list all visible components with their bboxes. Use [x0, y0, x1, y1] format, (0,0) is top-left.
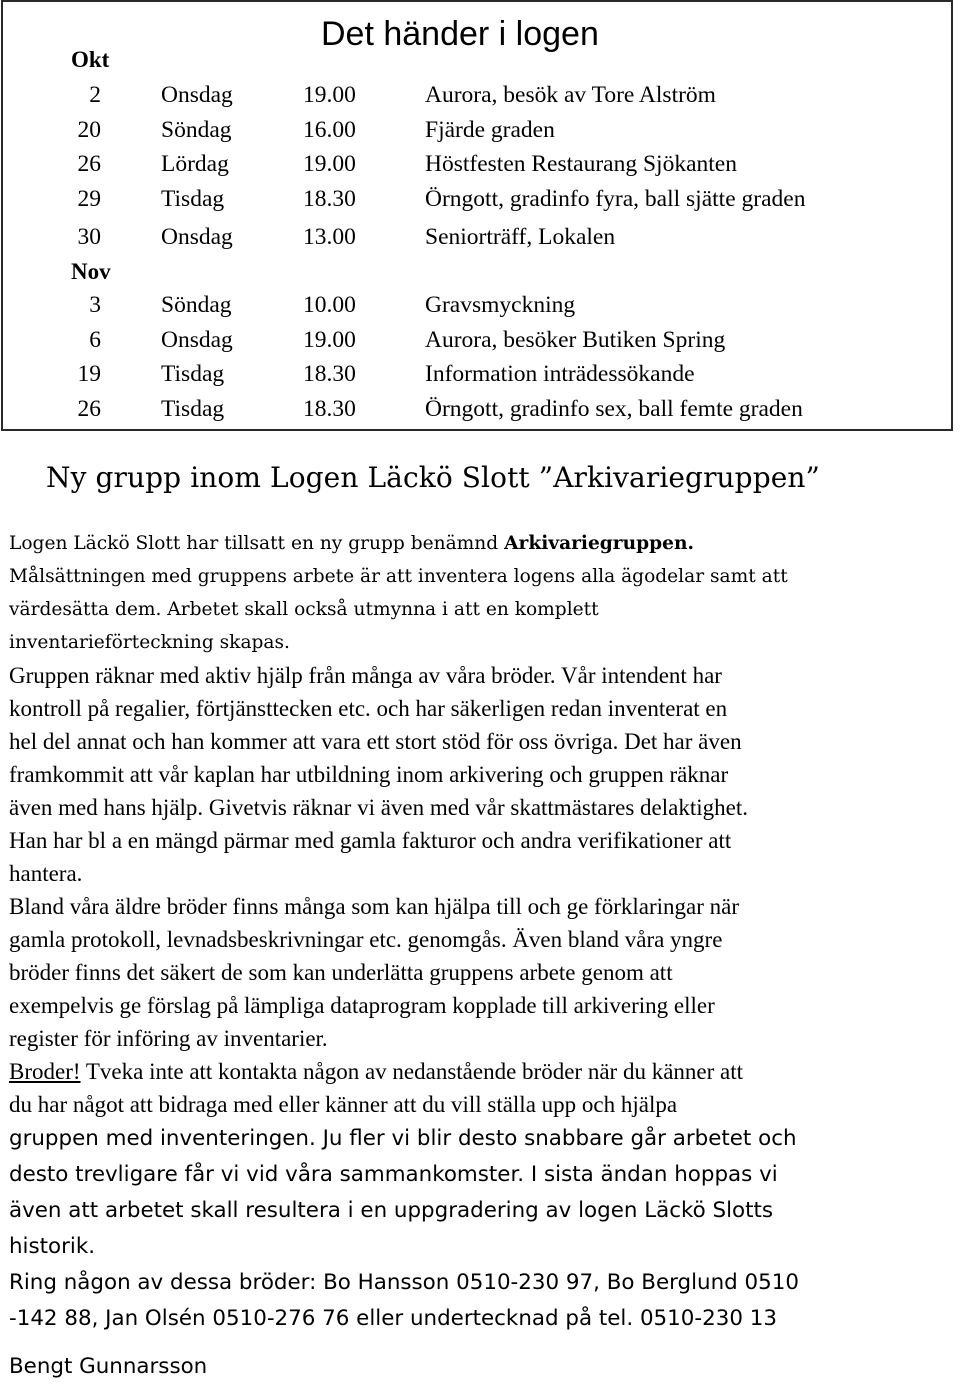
- intro-text: Logen Läckö Slott har tillsatt en ny grupp benämnd: [9, 533, 505, 554]
- event-weekday: Onsdag: [161, 224, 233, 250]
- event-weekday: Söndag: [161, 117, 232, 143]
- event-weekday: Tisdag: [161, 361, 225, 387]
- calendar-event: [3, 149, 951, 179]
- event-description: Aurora, besök av Tore Alström: [425, 82, 716, 108]
- event-time: 18.30: [303, 186, 356, 212]
- calendar-event: [3, 359, 951, 389]
- event-day: 26: [77, 151, 101, 177]
- body-line: även med hans hjälp. Givetvis räknar vi även med vår skattmästares delaktighet.: [9, 795, 748, 820]
- month-label-nov: Nov: [71, 259, 111, 284]
- event-time: 18.30: [303, 396, 356, 422]
- event-day: 26: [77, 396, 101, 422]
- body-line: hantera.: [9, 861, 83, 886]
- event-time: 19.00: [303, 82, 356, 108]
- event-day: 2: [89, 82, 101, 108]
- article-closing: [9, 1121, 954, 1337]
- calendar-event: [3, 115, 951, 145]
- article-body: [9, 527, 954, 1385]
- body-line: framkommit att vår kaplan har utbildning inom arkivering och gruppen räknar: [9, 762, 729, 787]
- body-line: Bland våra äldre bröder finns många som kan hjälpa till och ge förklaringar när: [9, 894, 739, 919]
- article-heading: Ny grupp inom Logen Läckö Slott ”Arkivariegruppen”: [46, 461, 820, 494]
- body-line: exempelvis ge förslag på lämpliga dataprogram kopplade till arkivering eller: [9, 993, 715, 1018]
- body-line: Han har bl a en mängd pärmar med gamla fakturor och andra verifikationer att: [9, 828, 732, 853]
- calendar-event: [3, 222, 951, 252]
- event-time: 10.00: [303, 292, 356, 318]
- contact-line: Ring någon av dessa bröder: Bo Hansson 0510-230 97, Bo Berglund 0510: [9, 1270, 799, 1295]
- event-day: 3: [89, 292, 101, 318]
- event-time: 16.00: [303, 117, 356, 143]
- intro-line: [9, 527, 954, 560]
- event-day: 6: [89, 327, 101, 353]
- appeal-line: [9, 1055, 954, 1088]
- calendar-event: [3, 184, 951, 214]
- event-weekday: Onsdag: [161, 82, 233, 108]
- event-weekday: Tisdag: [161, 396, 225, 422]
- event-day: 19: [77, 361, 101, 387]
- body-line: Gruppen räknar med aktiv hjälp från många av våra bröder. Vår intendent har: [9, 663, 722, 688]
- event-time: 19.00: [303, 327, 356, 353]
- intro-line: värdesätta dem. Arbetet skall också utmynna i att en komplett: [9, 599, 599, 620]
- event-time: 19.00: [303, 151, 356, 177]
- event-time: 13.00: [303, 224, 356, 250]
- body-line: hel del annat och han kommer att vara ett stort stöd för oss övriga. Det har även: [9, 729, 742, 754]
- event-day: 30: [77, 224, 101, 250]
- body-line: kontroll på regalier, förtjänsttecken etc. och har säkerligen redan inventerat en: [9, 696, 728, 721]
- event-weekday: Onsdag: [161, 327, 233, 353]
- event-description: Seniorträff, Lokalen: [425, 224, 616, 250]
- calendar-title: Det händer i logen: [321, 15, 599, 53]
- event-day: 20: [77, 117, 101, 143]
- event-weekday: Lördag: [161, 151, 229, 177]
- month-label-okt: Okt: [71, 47, 110, 72]
- appeal-line: du har något att bidraga med eller känner att du vill ställa upp och hjälpa: [9, 1092, 678, 1117]
- calendar-box: [1, 0, 953, 431]
- calendar-event: [3, 325, 951, 355]
- closing-line: desto trevligare får vi vid våra sammankomster. I sista ändan hoppas vi: [9, 1162, 778, 1187]
- event-time: 18.30: [303, 361, 356, 387]
- closing-line: gruppen med inventeringen. Ju fler vi blir desto snabbare går arbetet och: [9, 1126, 797, 1151]
- event-description: Information inträdessökande: [425, 361, 695, 387]
- body-line: register för införing av inventarier.: [9, 1026, 328, 1051]
- event-weekday: Tisdag: [161, 186, 225, 212]
- closing-line: även att arbetet skall resultera i en uppgradering av logen Läckö Slotts: [9, 1198, 774, 1223]
- body-line: bröder finns det säkert de som kan underlätta gruppens arbete genom att: [9, 960, 673, 985]
- closing-line: historik.: [9, 1234, 96, 1259]
- signature: Bengt Gunnarsson: [9, 1354, 208, 1379]
- event-description: Gravsmyckning: [425, 292, 576, 318]
- article-intro: [9, 527, 954, 659]
- intro-line: inventarieförteckning skapas.: [9, 632, 290, 653]
- contact-line: -142 88, Jan Olsén 0510-276 76 eller undertecknad på tel. 0510-230 13: [9, 1306, 777, 1331]
- event-description: Örngott, gradinfo sex, ball femte graden: [425, 396, 803, 422]
- event-description: Fjärde graden: [425, 117, 555, 143]
- appeal-word: Broder!: [9, 1059, 81, 1084]
- calendar-event: [3, 290, 951, 320]
- group-name: Arkivariegruppen.: [504, 533, 694, 554]
- event-description: Höstfesten Restaurang Sjökanten: [425, 151, 737, 177]
- event-weekday: Söndag: [161, 292, 232, 318]
- body-line: gamla protokoll, levnadsbeskrivningar etc. genomgås. Även bland våra yngre: [9, 927, 723, 952]
- appeal-text: Tveka inte att kontakta någon av nedanstående bröder när du känner att: [80, 1059, 744, 1084]
- event-day: 29: [77, 186, 101, 212]
- event-description: Aurora, besöker Butiken Spring: [425, 327, 726, 353]
- event-description: Örngott, gradinfo fyra, ball sjätte graden: [425, 186, 806, 212]
- article-paragraphs: [9, 659, 954, 1121]
- calendar-event: [3, 80, 951, 110]
- intro-line: Målsättningen med gruppens arbete är att inventera logens alla ägodelar samt att: [9, 566, 788, 587]
- calendar-event: [3, 394, 951, 424]
